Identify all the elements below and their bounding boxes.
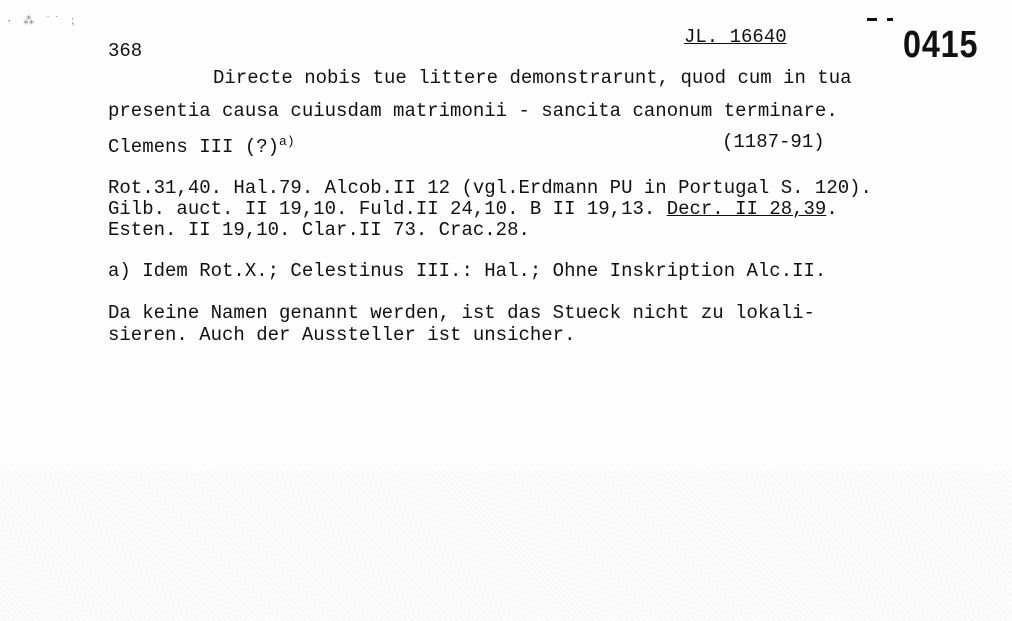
dash-mark <box>867 18 893 21</box>
date-range: (1187-91) <box>722 131 825 153</box>
corner-marks: · ⁂ ˙˙ ⁏ <box>6 16 77 28</box>
sources-line-3: Esten. II 19,10. Clar.II 73. Crac.28. <box>108 219 530 241</box>
paper-grain <box>0 470 1012 621</box>
footnote-marker: a) <box>279 134 295 149</box>
issuer-line <box>108 131 295 158</box>
comment-line-2: sieren. Auch der Aussteller ist unsicher. <box>108 324 576 346</box>
decretum-reference: Decr. II 28,39 <box>666 198 827 220</box>
comment-line-1: Da keine Namen genannt werden, ist das Stueck nicht zu lokali- <box>108 302 815 324</box>
sources-line-1: Rot.31,40. Hal.79. Alcob.II 12 (vgl.Erdmann PU in Portugal S. 120). <box>108 177 872 199</box>
sources-line-2-suffix: . <box>826 198 838 220</box>
sources-line-2-prefix: Gilb. auct. II 19,10. Fuld.II 24,10. B II 19,13. <box>108 198 667 220</box>
footnote: a) Idem Rot.X.; Celestinus III.: Hal.; Ohne Inskription Alc.II. <box>108 260 827 282</box>
page-number: 368 <box>108 40 143 62</box>
incipit-line-2: presentia causa cuiusdam matrimonii - sancita canonum terminare. <box>108 100 838 122</box>
card-number: 0415 <box>903 24 979 66</box>
issuer: Clemens III (?) <box>108 136 280 158</box>
jl-reference: JL. 16640 <box>684 26 787 48</box>
incipit-line-1: Directe nobis tue littere demonstrarunt, quod cum in tua <box>213 67 852 89</box>
sources-line-2 <box>108 198 838 220</box>
